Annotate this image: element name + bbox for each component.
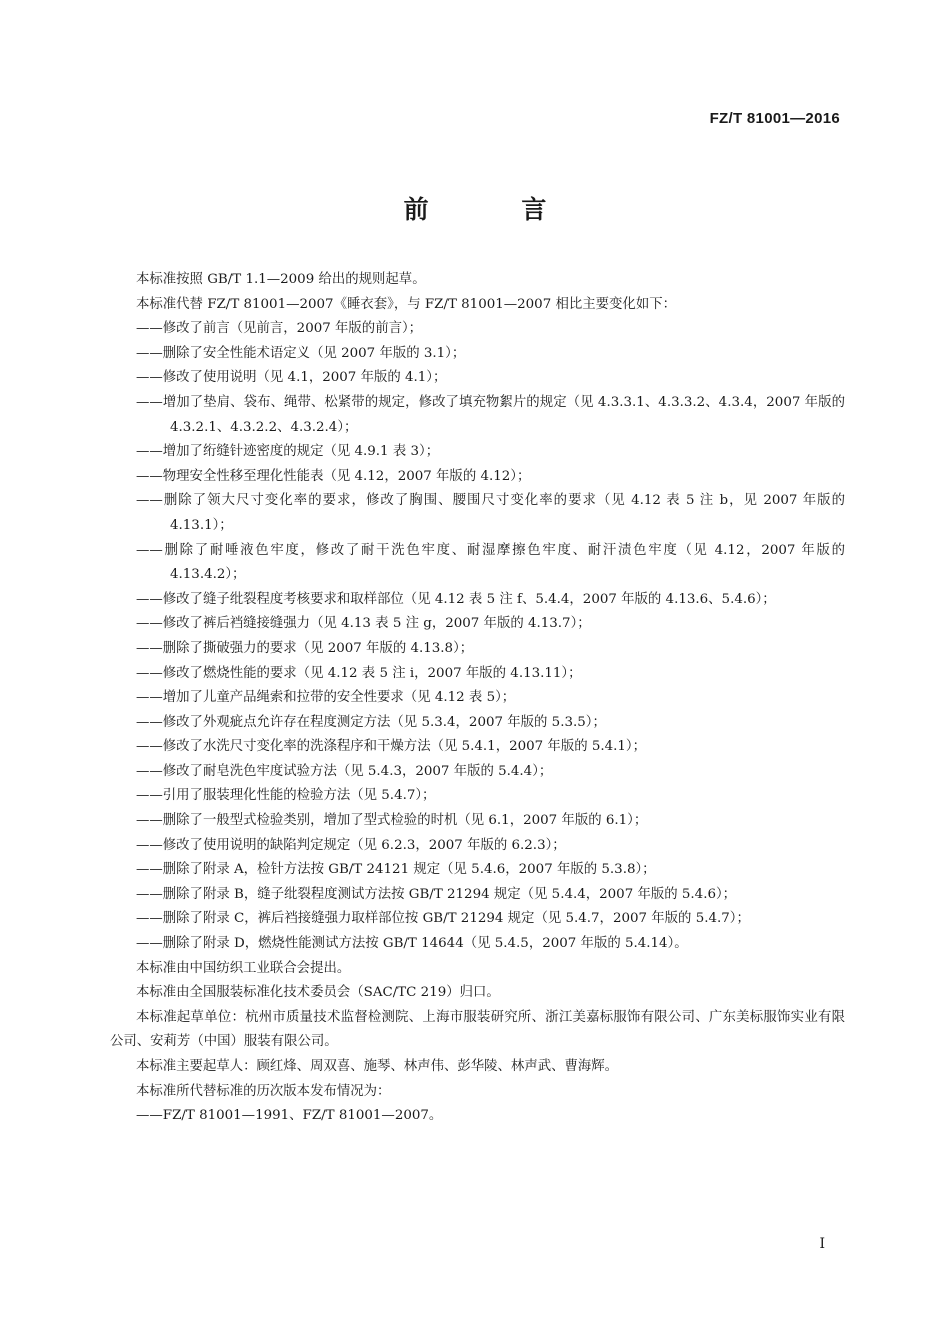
change-item: ——删除了附录 B，缝子纰裂程度测试方法按 GB/T 21294 规定（见 5.4.4，2007 年版的 5.4.6）； [136, 886, 737, 902]
history-item: ——FZ/T 81001—1991、FZ/T 81001—2007。 [136, 1108, 443, 1124]
page-number: I [819, 1236, 825, 1252]
closing-paragraph: 本标准由全国服装标准化技术委员会（SAC/TC 219）归口。 [136, 985, 500, 1001]
change-item: ——修改了耐皂洗色牢度试验方法（见 5.4.3，2007 年版的 5.4.4）； [136, 763, 553, 779]
closing-paragraph: 本标准所代替标准的历次版本发布情况为： [136, 1083, 391, 1099]
change-item: ——删除了安全性能术语定义（见 2007 年版的 3.1）； [136, 345, 466, 361]
change-item: ——增加了儿童产品绳索和拉带的安全性要求（见 4.12 表 5）； [136, 690, 516, 706]
change-item: ——修改了外观疵点允许存在程度测定方法（见 5.3.4，2007 年版的 5.3.5）； [136, 714, 606, 730]
change-item: ——删除了一般型式检验类别，增加了型式检验的时机（见 6.1，2007 年版的 6.1）； [136, 813, 648, 829]
change-item: ——删除了附录 A，检针方法按 GB/T 24121 规定（见 5.4.6，2007 年版的 5.3.8）； [136, 862, 656, 878]
change-item: ——删除了附录 C，裤后裆接缝强力取样部位按 GB/T 21294 规定（见 5.4.7，2007 年版的 5.4.7）； [136, 911, 750, 927]
change-item: ——增加了垫肩、袋布、绳带、松紧带的规定，修改了填充物絮片的规定（见 4.3.3.1、4.3.3.2、4.3.4，2007 年版的 4.3.2.1、4.3.2.2、4.3.2.4）； [136, 394, 845, 435]
intro-paragraph: 本标准按照 GB/T 1.1—2009 给出的规则起草。 [136, 272, 426, 287]
change-item: ——修改了使用说明（见 4.1，2007 年版的 4.1）； [136, 370, 447, 386]
preface-body [110, 268, 845, 1129]
change-item: ——修改了水洗尺寸变化率的洗涤程序和干燥方法（见 5.4.1，2007 年版的 5.4.1）； [136, 739, 647, 755]
page-title: 前 言 [403, 195, 589, 224]
change-item: ——物理安全性移至理化性能表（见 4.12，2007 年版的 4.12）； [136, 468, 531, 484]
drafters-paragraph: 本标准主要起草人：顾红烽、周双喜、施琴、林声伟、彭华陵、林声武、曹海辉。 [136, 1059, 619, 1074]
closing-paragraph: 本标准由中国纺织工业联合会提出。 [136, 960, 351, 976]
change-item: ——修改了使用说明的缺陷判定规定（见 6.2.3，2007 年版的 6.2.3）； [136, 837, 566, 853]
standard-number: FZ/T 81001—2016 [709, 110, 840, 127]
intro-paragraph: 本标准代替 FZ/T 81001—2007《睡衣套》，与 FZ/T 81001—2007 相比主要变化如下： [136, 296, 676, 312]
change-item: ——修改了燃烧性能的要求（见 4.12 表 5 注 i，2007 年版的 4.13.11）； [136, 665, 582, 681]
change-item: ——删除了领大尺寸变化率的要求，修改了胸围、腰围尺寸变化率的要求（见 4.12 表 5 注 b，见 2007 年版的 4.13.1）； [136, 493, 845, 533]
change-item: ——删除了耐唾液色牢度，修改了耐干洗色牢度、耐湿摩擦色牢度、耐汗渍色牢度（见 4.12，2007 年版的 4.13.4.2）； [136, 542, 845, 583]
change-item: ——修改了前言（见前言，2007 年版的前言）； [136, 321, 423, 337]
drafting-units-paragraph: 本标准起草单位：杭州市质量技术监督检测院、上海市服装研究所、浙江美嘉标服饰有限公司、广东美标服饰实业有限公司、安莉芳（中国）服装有限公司。 [110, 1009, 845, 1050]
change-item: ——引用了服装理化性能的检验方法（见 5.4.7）； [136, 788, 436, 804]
change-item: ——删除了撕破强力的要求（见 2007 年版的 4.13.8）； [136, 640, 474, 656]
change-item: ——修改了缝子纰裂程度考核要求和取样部位（见 4.12 表 5 注 f、5.4.4，2007 年版的 4.13.6、5.4.6）； [136, 591, 776, 607]
change-item: ——删除了附录 D，燃烧性能测试方法按 GB/T 14644（见 5.4.5，2007 年版的 5.4.14）。 [136, 936, 688, 952]
change-item: ——修改了裤后裆缝接缝强力（见 4.13 表 5 注 g，2007 年版的 4.13.7）； [136, 616, 591, 632]
change-item: ——增加了绗缝针迹密度的规定（见 4.9.1 表 3）； [136, 444, 440, 460]
